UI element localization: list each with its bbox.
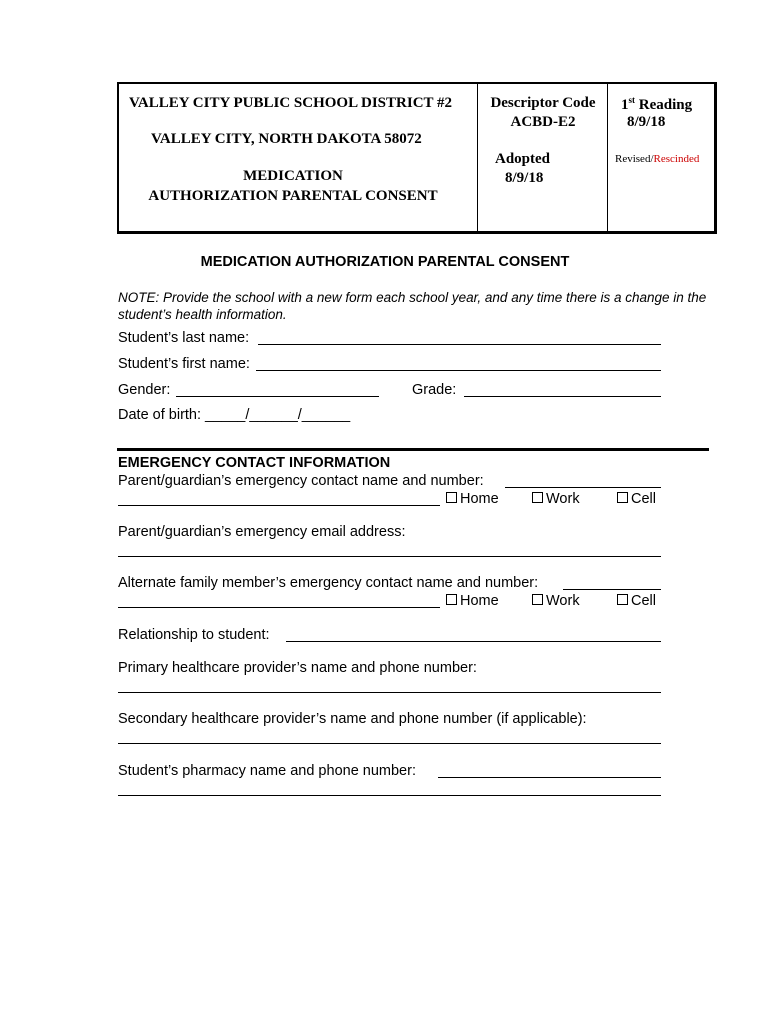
relationship-field[interactable] (286, 641, 661, 642)
section-divider (117, 448, 709, 451)
last-name-label: Student’s last name: (118, 330, 250, 346)
gender-field[interactable] (176, 396, 379, 397)
header-divider (607, 84, 608, 231)
checkbox-icon[interactable] (532, 492, 543, 503)
first-reading-date: 8/9/18 (627, 114, 666, 130)
descriptor-label: Descriptor Code (490, 95, 596, 111)
checkbox-icon[interactable] (446, 594, 457, 605)
parent-email-field[interactable] (118, 556, 661, 557)
descriptor-code: ACBD-E2 (510, 114, 576, 130)
checkbox-icon[interactable] (532, 594, 543, 605)
header-divider (477, 84, 478, 231)
first-name-label: Student’s first name: (118, 356, 250, 372)
parent-home-option[interactable]: Home (446, 491, 499, 507)
first-reading-label: 1st Reading (621, 95, 693, 113)
revised-rescinded: Revised/Rescinded (615, 153, 700, 165)
adopted-date: 8/9/18 (505, 170, 544, 186)
checkbox-icon[interactable] (446, 492, 457, 503)
relationship-label: Relationship to student: (118, 627, 270, 643)
pharmacy-field-2[interactable] (118, 795, 661, 796)
form-note: NOTE: Provide the school with a new form each school year, and any time there is a change in the student’s health information. (118, 290, 707, 322)
gender-label: Gender: (118, 382, 171, 398)
first-name-field[interactable] (256, 370, 661, 371)
grade-label: Grade: (412, 382, 457, 398)
emergency-heading: EMERGENCY CONTACT INFORMATION (118, 455, 391, 471)
policy-title-line1: MEDICATION (243, 168, 343, 184)
policy-title-line2: AUTHORIZATION PARENTAL CONSENT (148, 188, 438, 204)
header-box (117, 82, 717, 234)
dob-field[interactable]: Date of birth: _____/______/______ (118, 407, 351, 423)
parent-work-option[interactable]: Work (532, 491, 580, 507)
parent-contact-field[interactable] (505, 487, 661, 488)
alternate-contact-field[interactable] (563, 589, 661, 590)
alternate-contact-field-2[interactable] (118, 607, 440, 608)
alternate-contact-label: Alternate family member’s emergency contact name and number: (118, 575, 539, 591)
checkbox-icon[interactable] (617, 594, 628, 605)
form-title: MEDICATION AUTHORIZATION PARENTAL CONSENT (200, 254, 570, 270)
parent-contact-label: Parent/guardian’s emergency contact name and number: (118, 473, 484, 489)
primary-provider-label: Primary healthcare provider’s name and phone number: (118, 660, 477, 676)
checkbox-icon[interactable] (617, 492, 628, 503)
district-name: VALLEY CITY PUBLIC SCHOOL DISTRICT #2 (129, 95, 453, 111)
primary-provider-field[interactable] (118, 692, 661, 693)
alternate-home-option[interactable]: Home (446, 593, 499, 609)
secondary-provider-label: Secondary healthcare provider’s name and phone number (if applicable): (118, 711, 587, 727)
alternate-work-option[interactable]: Work (532, 593, 580, 609)
grade-field[interactable] (464, 396, 661, 397)
pharmacy-field[interactable] (438, 777, 661, 778)
adopted-label: Adopted (495, 151, 551, 167)
alternate-cell-option[interactable]: Cell (617, 593, 656, 609)
last-name-field[interactable] (258, 344, 661, 345)
parent-cell-option[interactable]: Cell (617, 491, 656, 507)
pharmacy-label: Student’s pharmacy name and phone number: (118, 763, 416, 779)
parent-email-label: Parent/guardian’s emergency email address: (118, 524, 406, 540)
district-location: VALLEY CITY, NORTH DAKOTA 58072 (151, 131, 422, 147)
secondary-provider-field[interactable] (118, 743, 661, 744)
parent-contact-field-2[interactable] (118, 505, 440, 506)
